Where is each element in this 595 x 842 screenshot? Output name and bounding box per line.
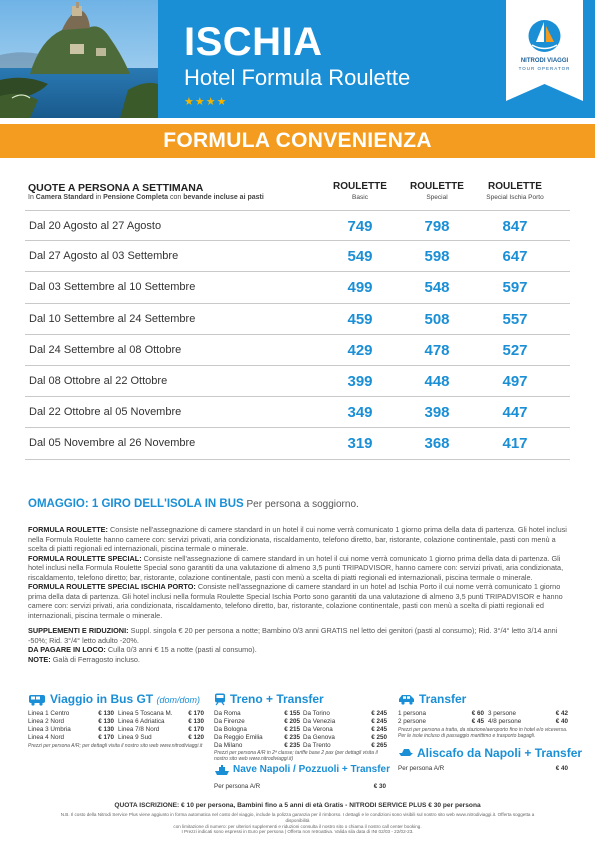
bus-title: [50, 692, 200, 706]
line-price: € 235: [284, 742, 300, 749]
price-special: 598: [424, 248, 450, 266]
price-ischia-porto: 497: [502, 372, 528, 390]
line-label: Da Roma: [214, 710, 241, 717]
train-line: [214, 734, 300, 741]
train-line: [303, 726, 387, 733]
line-price: € 215: [284, 726, 300, 733]
column-sub: Special: [426, 194, 448, 201]
table-row: [25, 366, 570, 397]
line-price: € 155: [284, 710, 300, 717]
column-sub: Basic: [352, 194, 368, 201]
period-cell: Dal 10 Settembre al 24 Settembre: [29, 312, 196, 325]
formula-roulette-desc: [28, 525, 570, 554]
line-label: Da Torino: [303, 710, 330, 717]
table-row: [25, 335, 570, 366]
line-price: € 45: [471, 718, 484, 725]
bus-title-text: Viaggio in Bus GT: [50, 692, 154, 706]
bus-title-note: (dom/dom): [156, 695, 200, 705]
hydrofoil-line: [398, 765, 568, 772]
train-line: [303, 718, 387, 725]
line-label: Da Bologna: [214, 726, 247, 733]
desc-text: Consiste nell'assegnazione di camere standard in un hotel il cui nome verrà comunicato 1 giorno prima della data di partenza. Gli hotel inclusi nella Formula Roulette Special sono garantiti da una valutazione di almeno 3,5 punti TRIPADVISOR, hanno camere con: servizi privati, aria condizionata, riscaldamento, telefono diretto; bar, ristorante, colazione continentale, pasti con menù a scelta di piatti regionali ed internazionali, piscina termale o minerale.: [28, 553, 564, 582]
line-label: Linea 9 Sud: [118, 734, 152, 741]
line-price: € 170: [98, 734, 114, 741]
header: [0, 0, 595, 118]
line-label: 3 persone: [488, 710, 517, 717]
desc-text: Galà di Ferragosto incluso.: [50, 654, 140, 664]
line-price: € 130: [98, 718, 114, 725]
sub-board: Pensione Completa: [103, 194, 169, 201]
column-header-special: [392, 181, 482, 201]
line-price: € 40: [555, 718, 568, 725]
bus-note: Prezzi per persona A/R; per dettagli visita il nostro sito web www.nitrodiviaggi.it: [28, 743, 203, 749]
desc-text: Consiste nell'assegnazione di camere standard in un hotel ad Ischia Porto il cui nome verrà comunicato 1 giorno prima della data di partenza. Gli hotel inclusi nella formula Roulette Special Ischia Porto sono garantiti da una valutazione di almeno 3,5 punti TRIPADVISOR e hanno camere con: servizi privati, aria condizionata, riscaldamento, telefono diretto, bar, ristorante, colazione continentale, pasti con menù a scelta di piatti regionali ed internazionali, piscina termale o minerale.: [28, 582, 563, 620]
table-row: [25, 272, 570, 303]
train-icon: [214, 693, 226, 706]
train-line: [214, 742, 300, 749]
bus-line: [28, 734, 114, 741]
supplements-desc: [28, 626, 570, 645]
line-price: € 235: [284, 734, 300, 741]
line-label: 4/8 persone: [488, 718, 522, 725]
gift-line: [28, 498, 359, 510]
transfer-line: [398, 718, 484, 725]
period-cell: Dal 20 Agosto al 27 Agosto: [29, 220, 162, 232]
price-basic: 459: [347, 310, 373, 328]
price-special: 798: [424, 218, 450, 235]
line-label: Linea 1 Centro: [28, 710, 70, 717]
price-basic: 549: [347, 248, 373, 266]
fine-print-line: I Prezzi indicati sono espressi in Euro per persona | Offerta non retroattiva. Valida sila data di INI 02/03 - 22/02-23.: [181, 829, 414, 835]
table-subheading: [28, 194, 264, 201]
line-label: Linea 5 Toscana M.: [118, 710, 173, 717]
train-title: Treno + Transfer: [230, 692, 324, 706]
period-cell: Dal 05 Novembre al 26 Novembre: [29, 437, 196, 450]
train-line: [214, 718, 300, 725]
table-heading: QUOTE A PERSONA A SETTIMANA: [28, 182, 204, 194]
desc-label: SUPPLEMENTI E RIDUZIONI:: [28, 626, 129, 635]
sub-text: In: [28, 194, 36, 201]
banner-text: FORMULA CONVENIENZA: [163, 129, 432, 152]
sub-text: in: [93, 194, 104, 201]
price-table-header: [0, 181, 595, 203]
fine-print-line: N.B. Il costo della Nitrodi Service Plus viene aggiunto in forma automatica nel costo del viaggio, include la polizza garanzia per il rimborso. I dettagli e le condizioni sono visibili sul nostro sito web www.nitrodiviaggi.it. Offerta soggetta a disponibilità: [60, 812, 535, 823]
price-basic: 499: [347, 279, 373, 297]
line-price: € 130: [98, 726, 114, 733]
line-label: 2 persone: [398, 718, 427, 725]
price-ischia-porto: 527: [502, 341, 528, 359]
formula-special-desc: [28, 554, 570, 583]
ship-line: [214, 783, 386, 790]
price-ischia-porto: 847: [502, 218, 528, 235]
car-icon: [398, 694, 416, 705]
logo-tagline: TOUR OPERATOR: [518, 66, 571, 71]
price-table: [25, 210, 570, 460]
transfer-line: [488, 718, 568, 725]
sub-text: con: [168, 194, 184, 201]
price-special: 478: [424, 341, 450, 359]
bus-line: [28, 726, 114, 733]
column-name: ROULETTE: [410, 181, 464, 192]
line-label: Linea 4 Nord: [28, 734, 65, 741]
period-cell: Dal 24 Settembre al 08 Ottobre: [29, 343, 182, 356]
price-special: 508: [424, 310, 450, 328]
notes-desc: [28, 655, 570, 665]
bus-line: [118, 710, 204, 717]
line-price: € 130: [98, 710, 114, 717]
desc-label: FORMULA ROULETTE:: [28, 525, 108, 534]
bus-line: [28, 710, 114, 717]
line-label: Da Firenze: [214, 718, 245, 725]
period-cell: Dal 22 Ottobre al 05 Novembre: [29, 406, 182, 419]
transfer-line: [488, 710, 568, 717]
period-cell: Dal 08 Ottobre al 22 Ottobre: [29, 374, 168, 387]
line-price: € 265: [371, 742, 387, 749]
column-name: ROULETTE: [488, 181, 542, 192]
desc-text: Culla 0/3 anni € 15 a notte (pasti al consumo).: [105, 645, 257, 654]
price-basic: 319: [347, 435, 373, 453]
gift-detail: Per persona a soggiorno.: [243, 499, 359, 510]
price-ischia-porto: 647: [502, 248, 528, 266]
table-row: [25, 397, 570, 428]
desc-label: DA PAGARE IN LOCO:: [28, 645, 106, 654]
line-label: Da Reggio Emilia: [214, 734, 263, 741]
bus-line: [118, 734, 204, 741]
line-label: Linea 2 Nord: [28, 718, 65, 725]
train-line: [303, 710, 387, 717]
price-special: 368: [424, 435, 450, 453]
desc-label: NOTE:: [28, 654, 51, 664]
train-line: [303, 734, 387, 741]
logo-name: NITRODI VIAGGI: [520, 58, 569, 64]
line-label: Linea 7/8 Nord: [118, 726, 160, 733]
line-label: Per persona A/R: [398, 765, 445, 772]
price-special: 448: [424, 372, 450, 390]
table-row: [25, 241, 570, 272]
line-price: € 170: [188, 726, 204, 733]
desc-text: Consiste nell'assegnazione di camere standard in un hotel il cui nome verrà comunicato 1 giorno prima della data di partenza. Gli hotel inclusi nella Formula Roulette hanno camere con: servizi privati, aria condizionata, riscaldamento, telefono diretto, bar, ristorante, colazione continentale, pasti con menù a scelta di piatti regionali ed internazionali, piscina termale o minerale.: [28, 525, 567, 553]
sub-room: Camera Standard: [35, 194, 94, 201]
nitrodi-logo: [506, 0, 583, 101]
formula-banner: [0, 124, 595, 158]
train-note: Prezzi per persona A/R in 2ª classe; tariffe base 2 pax (per dettagli visita il nostro sito web www.nitrodiviaggi.it): [214, 750, 378, 762]
train-line: [303, 742, 387, 749]
line-label: Da Genova: [303, 734, 335, 741]
table-row: [25, 210, 570, 241]
transfer-title: Transfer: [419, 692, 467, 706]
bus-line: [28, 718, 114, 725]
period-cell: Dal 27 Agosto al 03 Settembre: [29, 250, 179, 263]
period-cell: Dal 03 Settembre al 10 Settembre: [29, 281, 196, 294]
hydrofoil-icon: [398, 747, 414, 758]
price-basic: 429: [347, 341, 373, 359]
fine-print: [60, 812, 535, 835]
column-sub: Special Ischia Porto: [486, 194, 544, 201]
price-special: 548: [424, 279, 450, 297]
line-label: Da Verona: [303, 726, 333, 733]
fine-print-line: con limitazione di numero: per ulteriori supplementi e riduzioni consulta il nostro sito o chiama il nostro call center booking.: [173, 823, 422, 829]
transfer-line: [398, 710, 484, 717]
price-ischia-porto: 447: [502, 404, 528, 422]
line-price: € 245: [371, 726, 387, 733]
column-header-ischia-porto: [470, 181, 560, 201]
train-line: [214, 726, 300, 733]
bus-line: [118, 718, 204, 725]
price-ischia-porto: 597: [502, 279, 528, 297]
line-price: € 170: [188, 710, 204, 717]
registration-fee: QUOTA ISCRIZIONE: € 10 per persona, Bambini fino a 5 anni di età Gratis - NITRODI SERVICE PLUS € 30 per persona: [114, 802, 481, 809]
price-basic: 349: [347, 404, 373, 422]
line-price: € 42: [555, 710, 568, 717]
ischia-photo: [0, 0, 158, 118]
ship-title: Nave Napoli / Pozzuoli + Transfer: [233, 764, 390, 775]
line-price: € 40: [555, 765, 568, 772]
price-ischia-porto: 557: [502, 310, 528, 328]
desc-label: FORMULA ROULETTE SPECIAL:: [28, 553, 142, 563]
line-label: Da Venezia: [303, 718, 336, 725]
price-ischia-porto: 417: [502, 435, 528, 453]
price-basic: 399: [347, 372, 373, 390]
line-price: € 250: [371, 734, 387, 741]
desc-text: Suppl. singola € 20 per persona a notte; Bambino 0/3 anni GRATIS nel letto dei genitori (pasti al consumo); Rid. 3°/4° letto 3/14 anni -50%; Rid. 3°/4° letto adulto -20%.: [28, 626, 558, 645]
column-name: ROULETTE: [333, 181, 387, 192]
table-row: [25, 304, 570, 335]
formula-porto-desc: [28, 582, 570, 620]
table-row: [25, 428, 570, 459]
line-price: € 245: [371, 718, 387, 725]
page-title: ISCHIA: [184, 20, 323, 64]
line-price: € 245: [371, 710, 387, 717]
ship-icon: [214, 765, 230, 776]
line-price: € 205: [284, 718, 300, 725]
price-basic: 749: [347, 218, 373, 235]
star-rating: ★★★★: [184, 96, 228, 108]
hydrofoil-title: Aliscafo da Napoli + Transfer: [417, 746, 583, 760]
line-price: € 130: [188, 718, 204, 725]
line-price: € 120: [188, 734, 204, 741]
local-payment-desc: [28, 645, 570, 655]
gift-title: OMAGGIO: 1 GIRO DELL'ISOLA IN BUS: [28, 498, 244, 510]
line-price: € 30: [373, 783, 386, 790]
desc-label: FORMULA ROULETTE SPECIAL ISCHIA PORTO:: [28, 582, 196, 591]
line-label: Linea 3 Umbria: [28, 726, 71, 733]
bus-line: [118, 726, 204, 733]
formula-descriptions: [28, 525, 570, 664]
line-label: Da Trento: [303, 742, 331, 749]
line-label: Linea 6 Adriatica: [118, 718, 165, 725]
sub-drinks: bevande incluse ai pasti: [183, 194, 264, 201]
hotel-subtitle: Hotel Formula Roulette: [184, 65, 411, 90]
line-label: Da Milano: [214, 742, 243, 749]
line-price: € 60: [471, 710, 484, 717]
price-special: 398: [424, 404, 450, 422]
line-label: Per persona A/R: [214, 783, 261, 790]
transfer-note: Prezzi per persona a tratta, da stazione/aeroporto fino in hotel e/o viceversa. Per le isole incluso di passaggio marittimo e trasporto bagagli.: [398, 727, 568, 739]
line-label: 1 persona: [398, 710, 427, 717]
train-line: [214, 710, 300, 717]
bus-icon: [28, 694, 46, 706]
